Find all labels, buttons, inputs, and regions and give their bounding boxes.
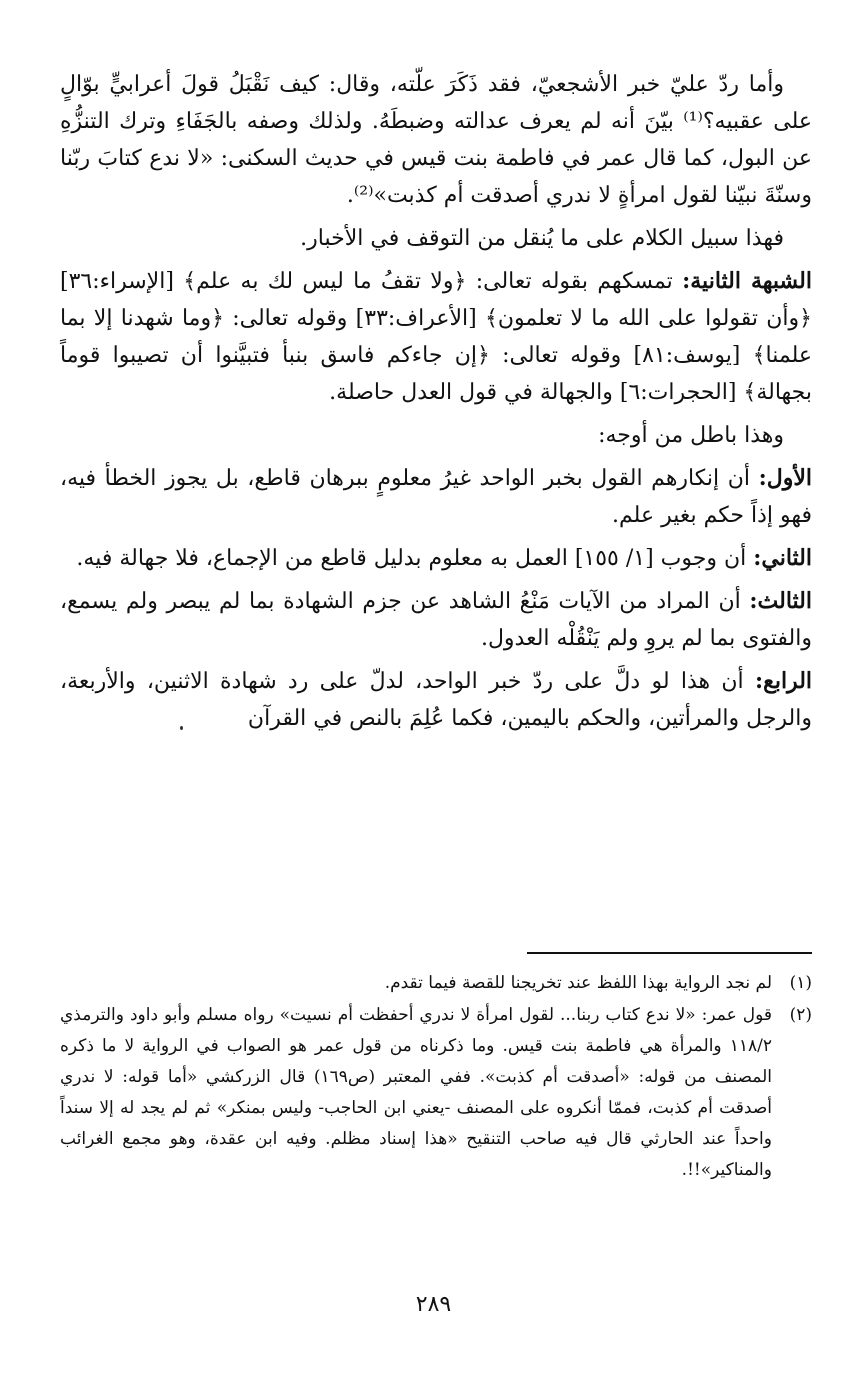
second-point-text: أن وجوب [١/ ١٥٥] العمل به معلوم بدليل قاطع من الإجماع، فلا جهالة فيه. bbox=[76, 546, 747, 571]
second-doubt-text: تمسكهم بقوله تعالى: ﴿ولا تقفُ ما ليس لك به علم﴾ [الإسراء:٣٦] ﴿وأن تقولوا على الله ما لا تعلمون﴾ [الأعراف:٣٣] وقوله تعالى: ﴿وما شهدنا إلا بما علمنا﴾ [يوسف:٨١] وقوله تعالى: ﴿إن جاءكم فاسق بنبأ فتبيَّنوا أن تصيبوا قوماً بجهالة﴾ [الحجرات:٦] والجهالة في قول العدل حاصلة. bbox=[60, 269, 813, 405]
footnotes bbox=[60, 968, 812, 1187]
paragraph-ashjai-text: وأما ردّ عليّ خبر الأشجعيّ، فقد ذَكَرَ علّته، وقال: كيف نَقْبَلُ قولَ أعرابيٍّ بوّالٍ على عقبيه؟⁽¹⁾ بيّنَ أنه لم يعرف عدالته وضبطَهُ. ولذلك وصفه بالجَفَاءِ وترك التنزُّهِ عن البول، كما قال عمر في فاطمة بنت قيس في حديث السكنى: «لا ندع كتابَ ربّنا وسنّةَ نبيّنا لقول امرأةٍ لا ندري أصدقت أم كذبت»⁽²⁾. bbox=[60, 72, 812, 208]
footnote-2-text: قول عمر: «لا ندع كتاب ربنا... لقول امرأة لا ندري أحفظت أم نسيت» رواه مسلم وأبو داود والترمذي ١١٨/٢ والمرأة هي فاطمة بنت قيس. وما ذكرناه من قول عمر هو الصواب في الرواية لا ما ذكره المصنف من قوله: «أصدقت أم كذبت». ففي المعتبر (ص١٦٩) قال الزركشي «أما قوله: لا ندري أصدقت أم كذبت، فممّا أنكروه على المصنف -يعني ابن الحاجب- وليس بمنكر» ثم لم يجد له إلا سنداً واحداً عند الحارثي قال فيه صاحب التنقيح «هذا إسناد مظلم. وفيه ابن عقدة، وهو مجمع الغرائب والمناكير»!!. bbox=[60, 1005, 773, 1180]
paragraph-fourth-point bbox=[60, 663, 812, 737]
first-point-text: أن إنكارهم القول بخبر الواحد غيرُ معلومٍ ببرهان قاطع، بل يجوز الخطأ فيه، فهو إذاً حكم بغير علم. bbox=[60, 466, 812, 528]
paragraph-second-point bbox=[60, 540, 812, 577]
footnote-1 bbox=[60, 968, 812, 999]
paragraph-tawaqquf bbox=[60, 220, 812, 257]
footnote-2-number: (٢) bbox=[789, 1005, 812, 1025]
third-point-label: الثالث: bbox=[749, 588, 812, 614]
print-speck bbox=[180, 726, 183, 730]
footnote-1-number: (١) bbox=[789, 973, 812, 993]
fourth-point-label: الرابع: bbox=[754, 668, 813, 694]
second-doubt-label: الشبهة الثانية: bbox=[682, 268, 812, 294]
paragraph-tawaqquf-text: فهذا سبيل الكلام على ما يُنقل من التوقف في الأخبار. bbox=[300, 226, 784, 251]
paragraph-ashjai bbox=[60, 66, 812, 214]
footnote-divider bbox=[527, 952, 812, 954]
third-point-text: أن المراد من الآيات مَنْعُ الشاهد عن جزم الشهادة بما لم يبصر ولم يسمع، والفتوى بما لم يروِ ولم يَنْقُلْه العدول. bbox=[60, 589, 812, 651]
refutation-intro-text: وهذا باطل من أوجه: bbox=[598, 423, 784, 448]
first-point-label: الأول: bbox=[758, 465, 812, 491]
paragraph-second-doubt bbox=[60, 263, 812, 411]
fourth-point-text: أن هذا لو دلَّ على ردّ خبر الواحد، لدلّ على رد شهادة الاثنين، والأربعة، والرجل والمرأتين، والحكم باليمين، فكما عُلِمَ بالنص في القرآن bbox=[60, 669, 812, 731]
paragraph-refutation-intro bbox=[60, 417, 812, 454]
paragraph-third-point bbox=[60, 583, 812, 657]
paragraph-first-point bbox=[60, 460, 812, 534]
main-text bbox=[60, 66, 812, 743]
footnote-1-text: لم نجد الرواية بهذا اللفظ عند تخريجنا للقصة فيما تقدم. bbox=[384, 973, 772, 993]
second-point-label: الثاني: bbox=[753, 545, 812, 571]
footnote-2 bbox=[60, 1000, 812, 1186]
page-number: ٢٨٩ bbox=[415, 1292, 452, 1317]
